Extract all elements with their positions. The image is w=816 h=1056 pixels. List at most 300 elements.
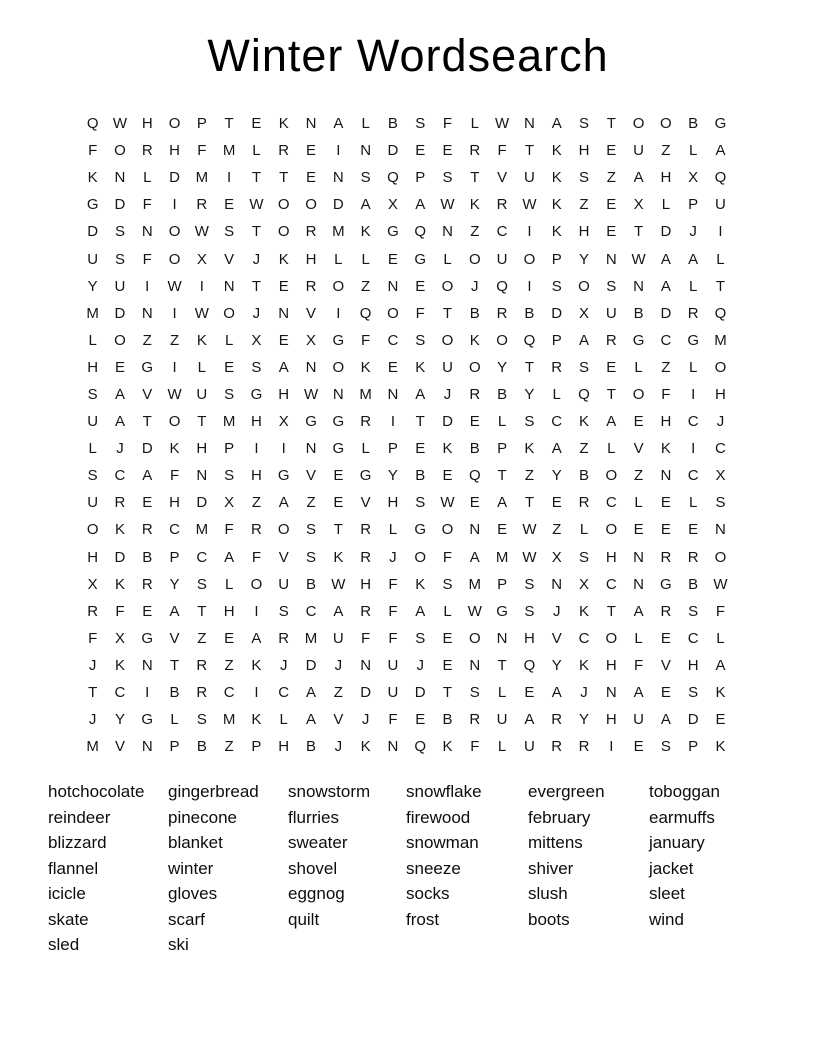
word-item: flurries (288, 807, 340, 827)
grid-letter: T (497, 467, 507, 485)
grid-letter: S (415, 115, 426, 133)
word-item: slush (528, 884, 568, 903)
grid-letter: B (578, 467, 589, 485)
grid-letter: F (142, 250, 152, 268)
grid-letter: Z (634, 467, 644, 485)
word-item: quilt (288, 909, 320, 929)
grid-letter: R (687, 304, 699, 322)
grid-letter: N (141, 304, 153, 322)
grid-letter: U (523, 169, 535, 187)
grid-letter: L (689, 277, 698, 295)
word-item: sweater (288, 833, 348, 852)
grid-letter: Q (359, 304, 372, 322)
grid-letter: F (361, 629, 371, 647)
grid-letter: W (522, 196, 537, 214)
word-item: ski (168, 935, 189, 954)
grid-letter: S (606, 277, 617, 295)
grid-letter: K (87, 169, 98, 187)
grid-letter: Y (387, 467, 398, 485)
grid-letter: T (224, 115, 234, 133)
grid-letter: L (689, 142, 698, 160)
grid-letter: D (414, 684, 426, 702)
grid-letter: P (169, 548, 180, 566)
grid-letter: N (496, 629, 508, 647)
grid-letter: L (607, 440, 616, 458)
grid-letter: V (497, 169, 508, 187)
grid-letter: T (142, 413, 152, 431)
grid-letter: W (167, 277, 182, 295)
word-item: snowflake (406, 782, 482, 801)
grid-letter: C (715, 440, 726, 458)
grid-letter: V (333, 711, 344, 729)
grid-letter: E (387, 250, 398, 268)
grid-letter: W (440, 196, 455, 214)
grid-letter: S (306, 521, 317, 539)
word-item: blanket (168, 833, 223, 852)
grid-letter: T (606, 385, 616, 403)
grid-letter: W (631, 250, 646, 268)
grid-letter: J (252, 304, 261, 322)
grid-letter: R (469, 711, 481, 729)
grid-letter: S (578, 358, 589, 376)
grid-letter: P (688, 196, 699, 214)
grid-letter: Z (470, 223, 480, 241)
grid-letter: I (145, 277, 150, 295)
grid-letter: N (387, 385, 399, 403)
word-item: shovel (288, 858, 338, 878)
grid-letter: E (278, 277, 289, 295)
grid-letter: R (360, 548, 372, 566)
grid-letter: U (196, 385, 208, 403)
grid-letter: U (278, 575, 290, 593)
grid-letter: O (578, 277, 590, 295)
grid-letter: P (551, 331, 562, 349)
grid-letter: S (578, 169, 589, 187)
grid-letter: H (251, 467, 262, 485)
grid-letter: I (336, 142, 341, 160)
grid-letter: W (713, 575, 728, 593)
grid-letter: U (715, 196, 726, 214)
grid-letter: Q (414, 738, 427, 756)
grid-letter: E (333, 494, 344, 512)
grid-letter: D (87, 223, 99, 241)
grid-letter: K (251, 656, 262, 674)
grid-letter: Y (524, 385, 535, 403)
grid-letter: F (497, 142, 507, 160)
grid-letter: J (716, 413, 725, 431)
grid-letter: S (224, 223, 235, 241)
grid-letter: D (687, 711, 699, 729)
grid-letter: D (442, 413, 453, 431)
grid-letter: O (632, 115, 645, 133)
grid-letter: N (605, 684, 617, 702)
grid-letter: N (305, 358, 317, 376)
grid-letter: O (168, 250, 181, 268)
grid-letter: O (277, 521, 290, 539)
grid-letter: G (332, 413, 345, 431)
grid-letter: A (114, 413, 125, 431)
grid-letter: N (141, 223, 153, 241)
grid-letter: G (141, 711, 154, 729)
grid-letter: A (415, 385, 426, 403)
grid-letter: N (523, 115, 535, 133)
grid-letter: F (169, 467, 180, 485)
grid-letter: K (551, 223, 562, 241)
grid-letter: C (114, 467, 126, 485)
grid-letter: J (471, 277, 479, 295)
grid-letter: C (278, 684, 290, 702)
grid-letter: N (305, 115, 317, 133)
grid-letter: R (605, 331, 617, 349)
grid-letter: K (551, 196, 562, 214)
grid-letter: J (279, 656, 288, 674)
word-item: flannel (48, 858, 99, 878)
grid-letter: E (469, 413, 480, 431)
grid-letter: J (116, 440, 124, 458)
grid-letter: C (687, 629, 699, 647)
grid-letter: S (442, 169, 453, 187)
grid-letter: F (415, 304, 425, 322)
grid-letter: I (718, 223, 723, 241)
grid-letter: U (633, 711, 644, 729)
grid-letter: V (224, 250, 235, 268)
grid-letter: S (415, 331, 426, 349)
grid-letter: G (414, 521, 427, 539)
grid-letter: H (223, 602, 235, 620)
grid-letter: F (388, 575, 398, 593)
grid-letter: K (415, 575, 426, 593)
grid-letter: Y (551, 656, 562, 674)
grid-letter: R (141, 142, 153, 160)
grid-letter: G (414, 250, 427, 268)
grid-letter: A (169, 602, 180, 620)
grid-letter: R (469, 142, 481, 160)
grid-letter: B (524, 304, 535, 322)
grid-letter: E (415, 277, 426, 295)
grid-letter: S (360, 169, 371, 187)
grid-letter: L (197, 358, 206, 376)
grid-letter: O (277, 196, 290, 214)
word-item: frost (406, 909, 440, 929)
grid-letter: C (551, 413, 563, 431)
grid-letter: M (359, 385, 372, 403)
grid-letter: K (442, 738, 453, 756)
grid-letter: S (196, 711, 207, 729)
grid-letter: A (633, 602, 644, 620)
grid-letter: D (169, 169, 180, 187)
grid-letter: P (169, 738, 180, 756)
grid-letter: T (606, 602, 616, 620)
grid-letter: K (333, 548, 344, 566)
grid-letter: Z (606, 169, 616, 187)
grid-letter: I (609, 738, 614, 756)
grid-letter: E (142, 602, 153, 620)
grid-letter: F (388, 711, 398, 729)
grid-letter: H (141, 115, 153, 133)
grid-letter: L (661, 196, 671, 214)
grid-letter: F (661, 385, 671, 403)
grid-letter: N (469, 656, 481, 674)
word-item: gingerbread (168, 782, 259, 801)
grid-letter: N (114, 169, 126, 187)
grid-letter: H (715, 385, 726, 403)
grid-letter: N (387, 277, 399, 295)
grid-letter: A (278, 494, 289, 512)
grid-letter: G (714, 115, 727, 133)
grid-letter: A (551, 440, 562, 458)
grid-letter: G (277, 467, 290, 485)
grid-letter: A (578, 331, 589, 349)
grid-letter: L (279, 711, 288, 729)
grid-letter: R (196, 656, 208, 674)
word-item: socks (406, 884, 450, 903)
grid-letter: E (551, 494, 562, 512)
grid-letter: Z (524, 467, 534, 485)
grid-letter: I (254, 440, 259, 458)
grid-letter: L (634, 494, 643, 512)
grid-letter: K (551, 169, 562, 187)
grid-letter: Z (361, 277, 371, 295)
grid-letter: O (305, 196, 317, 214)
grid-letter: O (714, 548, 727, 566)
grid-letter: N (360, 142, 372, 160)
grid-letter: W (194, 223, 209, 241)
grid-letter: G (141, 629, 154, 647)
grid-letter: K (715, 684, 726, 702)
word-item: eggnog (288, 884, 345, 903)
grid-letter: M (86, 304, 99, 322)
grid-letter: N (305, 440, 317, 458)
grid-letter: L (497, 413, 507, 431)
grid-letter: M (332, 223, 345, 241)
grid-letter: R (660, 548, 672, 566)
grid-letter: O (605, 521, 618, 539)
grid-letter: H (278, 385, 290, 403)
grid-letter: N (633, 575, 644, 593)
grid-letter: O (605, 629, 618, 647)
grid-letter: E (442, 629, 453, 647)
grid-letter: Y (551, 467, 562, 485)
grid-letter: O (250, 575, 263, 593)
grid-letter: B (196, 738, 207, 756)
grid-letter: M (195, 169, 209, 187)
wordsearch-grid (79, 110, 734, 760)
grid-letter: E (442, 656, 453, 674)
grid-letter: Z (169, 331, 180, 349)
grid-letter: G (141, 358, 154, 376)
grid-letter: V (306, 467, 317, 485)
grid-letter: N (605, 250, 617, 268)
grid-letter: E (251, 115, 262, 133)
grid-letter: E (660, 494, 671, 512)
grid-letter: X (87, 575, 98, 593)
word-item: boots (528, 909, 570, 929)
grid-letter: Q (714, 304, 727, 322)
grid-letter: L (497, 684, 507, 702)
grid-letter: T (251, 223, 262, 241)
grid-letter: A (333, 115, 344, 133)
grid-letter: O (660, 115, 672, 133)
grid-letter: T (333, 521, 343, 539)
grid-letter: V (169, 629, 180, 647)
grid-letter: O (523, 250, 536, 268)
grid-letter: T (606, 115, 616, 133)
grid-letter: X (114, 629, 125, 647)
grid-letter: W (331, 575, 346, 593)
grid-letter: T (251, 169, 262, 187)
grid-letter: A (551, 115, 562, 133)
grid-letter: U (496, 711, 508, 729)
grid-letter: J (88, 656, 97, 674)
grid-letter: K (114, 521, 125, 539)
grid-letter: H (278, 738, 290, 756)
grid-letter: V (360, 494, 371, 512)
grid-letter: G (332, 331, 345, 349)
grid-letter: P (551, 250, 562, 268)
grid-letter: R (87, 602, 99, 620)
grid-letter: Q (523, 331, 536, 349)
grid-letter: G (632, 331, 645, 349)
word-item: sleet (649, 884, 685, 903)
grid-letter: R (251, 521, 262, 539)
word-item: snowstorm (288, 782, 371, 801)
grid-letter: C (305, 602, 317, 620)
grid-letter: L (88, 440, 97, 458)
grid-letter: R (305, 223, 317, 241)
word-item: evergreen (528, 782, 605, 801)
grid-letter: U (605, 304, 617, 322)
grid-letter: S (524, 413, 535, 431)
grid-letter: V (114, 738, 125, 756)
word-item: reindeer (48, 807, 111, 827)
grid-letter: E (688, 521, 699, 539)
grid-letter: R (305, 277, 317, 295)
grid-letter: L (689, 494, 698, 512)
grid-letter: W (440, 494, 455, 512)
grid-letter: R (496, 196, 508, 214)
grid-letter: I (145, 684, 150, 702)
word-item: winter (168, 858, 214, 878)
grid-letter: N (715, 521, 726, 539)
grid-letter: A (606, 413, 617, 431)
grid-letter: L (252, 142, 261, 160)
grid-letter: A (333, 602, 344, 620)
grid-letter: I (527, 223, 532, 241)
grid-letter: F (442, 115, 453, 133)
grid-letter: M (222, 711, 236, 729)
word-item: shiver (528, 858, 574, 878)
grid-letter: F (197, 142, 207, 160)
grid-letter: L (579, 521, 589, 539)
grid-letter: T (197, 602, 207, 620)
grid-letter: Z (579, 196, 589, 214)
grid-letter: A (415, 196, 426, 214)
grid-letter: S (415, 629, 426, 647)
grid-letter: P (688, 738, 699, 756)
grid-letter: G (250, 385, 263, 403)
grid-letter: E (278, 331, 289, 349)
grid-letter: E (606, 223, 617, 241)
grid-letter: I (254, 684, 259, 702)
grid-letter: H (387, 494, 399, 512)
grid-letter: H (578, 142, 590, 160)
grid-letter: O (332, 358, 345, 376)
grid-letter: K (169, 440, 180, 458)
grid-letter: H (87, 548, 99, 566)
grid-letter: C (169, 521, 180, 539)
grid-letter: K (469, 331, 480, 349)
grid-letter: K (442, 440, 453, 458)
grid-letter: N (223, 277, 235, 295)
grid-letter: U (523, 738, 535, 756)
grid-letter: Z (197, 629, 207, 647)
grid-letter: O (468, 250, 481, 268)
grid-letter: G (359, 467, 372, 485)
grid-letter: S (688, 684, 699, 702)
grid-letter: Y (87, 277, 98, 295)
grid-letter: S (551, 277, 562, 295)
grid-letter: O (86, 521, 99, 539)
grid-letter: Q (523, 656, 536, 674)
grid-letter: D (660, 223, 672, 241)
grid-letter: E (524, 684, 535, 702)
grid-letter: P (251, 738, 262, 756)
grid-letter: Z (552, 521, 562, 539)
grid-letter: H (605, 711, 617, 729)
grid-letter: W (522, 548, 537, 566)
grid-letter: O (468, 358, 481, 376)
grid-letter: A (306, 684, 317, 702)
grid-letter: S (524, 575, 535, 593)
grid-letter: J (580, 684, 588, 702)
grid-letter: H (169, 142, 180, 160)
grid-letter: U (87, 250, 99, 268)
grid-letter: R (196, 684, 208, 702)
grid-letter: U (87, 413, 99, 431)
grid-letter: E (660, 629, 671, 647)
grid-letter: K (524, 440, 535, 458)
grid-letter: W (467, 602, 482, 620)
grid-letter: E (333, 467, 344, 485)
grid-letter: U (114, 277, 126, 295)
grid-letter: Z (579, 440, 589, 458)
grid-letter: K (551, 142, 562, 160)
grid-letter: V (306, 304, 317, 322)
grid-letter: G (687, 331, 700, 349)
grid-letter: H (605, 656, 617, 674)
grid-letter: C (660, 331, 672, 349)
grid-letter: E (660, 684, 671, 702)
grid-letter: T (442, 684, 453, 702)
grid-letter: K (360, 358, 371, 376)
grid-letter: A (551, 684, 562, 702)
grid-letter: A (524, 711, 535, 729)
grid-letter: C (605, 494, 617, 512)
grid-letter: V (142, 385, 153, 403)
grid-letter: H (305, 250, 317, 268)
grid-letter: L (689, 358, 698, 376)
grid-letter: N (660, 467, 672, 485)
grid-letter: N (278, 304, 290, 322)
grid-letter: Z (251, 494, 262, 512)
grid-letter: W (249, 196, 264, 214)
grid-letter: F (634, 656, 644, 674)
grid-letter: Y (497, 358, 508, 376)
word-item: scarf (168, 909, 205, 929)
grid-letter: S (660, 738, 671, 756)
word-item: icicle (48, 884, 86, 903)
grid-letter: G (387, 223, 399, 241)
